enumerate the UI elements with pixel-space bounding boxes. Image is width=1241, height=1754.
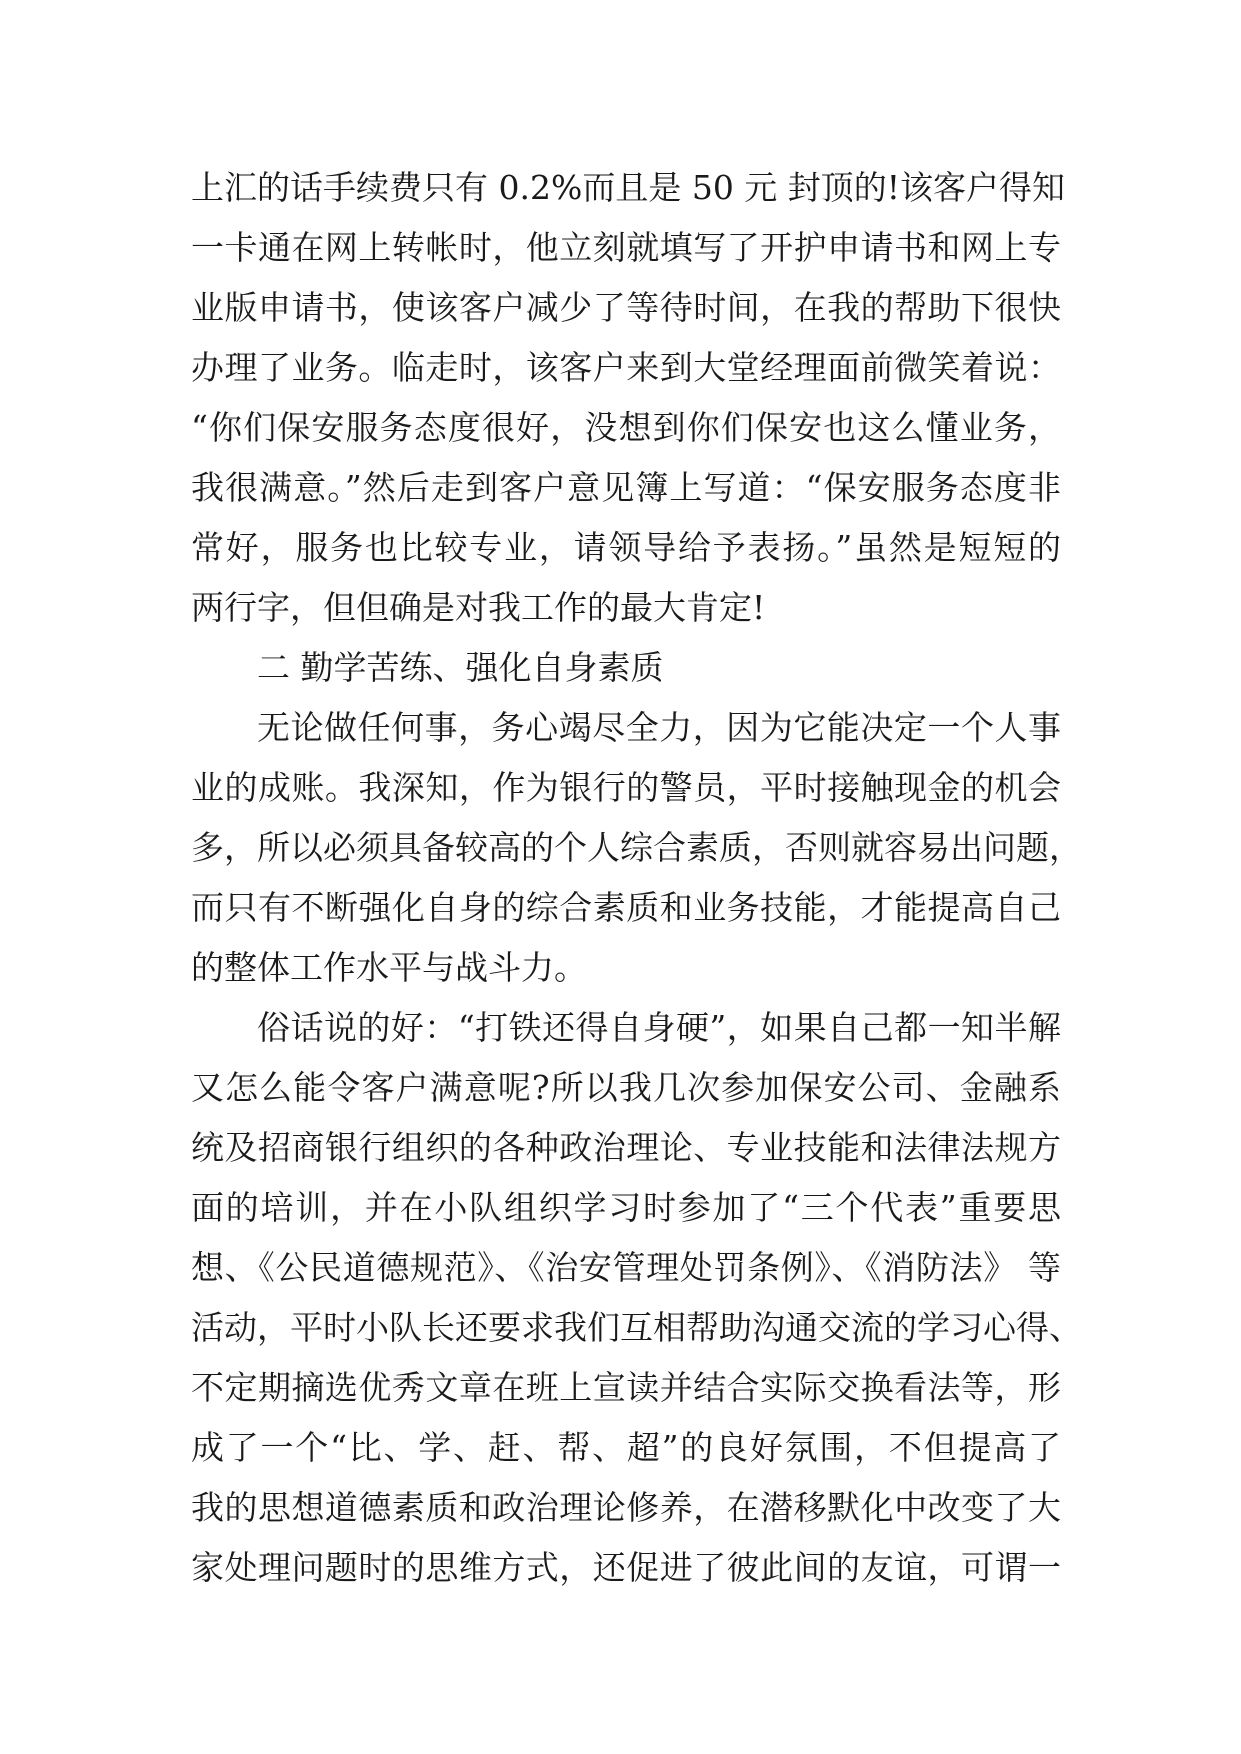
text-line: 家处理问题时的思维方式，还促进了彼此间的友谊，可谓一	[191, 1548, 1061, 1587]
text-line: 统及招商银行组织的各种政治理论、专业技能和法律法规方	[191, 1128, 1061, 1167]
text-line: 不定期摘选优秀文章在班上宣读并结合实际交换看法等，形	[191, 1368, 1061, 1407]
text-line: 多，所以必须具备较高的个人综合素质，否则就容易出问题，	[191, 828, 1082, 867]
text-line: 俗话说的好：“打铁还得自身硬”，如果自己都一知半解	[257, 1008, 1061, 1047]
text-line: 而只有不断强化自身的综合素质和业务技能，才能提高自己	[191, 888, 1061, 927]
text-line: 我很满意。”然后走到客户意见簿上写道：“保安服务态度非	[191, 468, 1061, 507]
text-line: 一卡通在网上转帐时，他立刻就填写了开护申请书和网上专	[191, 228, 1061, 267]
text-line: 上汇的话手续费只有 0.2%而且是 50 元 封顶的!该客户得知	[191, 168, 1066, 207]
text-line: 常好，服务也比较专业，请领导给予表扬。”虽然是短短的	[191, 528, 1061, 567]
text-line: “你们保安服务态度很好，没想到你们保安也这么懂业务，	[191, 408, 1061, 447]
text-line: 业的成账。我深知，作为银行的警员，平时接触现金的机会	[191, 768, 1061, 807]
text-line: 办理了业务。临走时，该客户来到大堂经理面前微笑着说：	[191, 348, 1061, 387]
text-line: 无论做任何事，务心竭尽全力，因为它能决定一个人事	[257, 708, 1061, 747]
text-line: 业版申请书，使该客户减少了等待时间，在我的帮助下很快	[191, 288, 1061, 327]
text-line: 面的培训，并在小队组织学习时参加了“三个代表”重要思	[191, 1188, 1061, 1227]
text-line: 又怎么能令客户满意呢?所以我几次参加保安公司、金融系	[191, 1068, 1061, 1107]
text-line: 活动，平时小队长还要求我们互相帮助沟通交流的学习心得、	[191, 1308, 1082, 1347]
text-line: 我的思想道德素质和政治理论修养，在潜移默化中改变了大	[191, 1488, 1061, 1527]
section-heading: 二 勤学苦练、强化自身素质	[257, 648, 664, 687]
text-line: 成了一个“比、学、赶、帮、超”的良好氛围，不但提高了	[191, 1428, 1061, 1467]
text-line: 想、《公民道德规范》、《治安管理处罚条例》、《消防法》 等	[191, 1248, 1061, 1287]
text-line: 的整体工作水平与战斗力。	[191, 948, 587, 987]
text-line: 两行字，但但确是对我工作的最大肯定!	[191, 588, 766, 627]
